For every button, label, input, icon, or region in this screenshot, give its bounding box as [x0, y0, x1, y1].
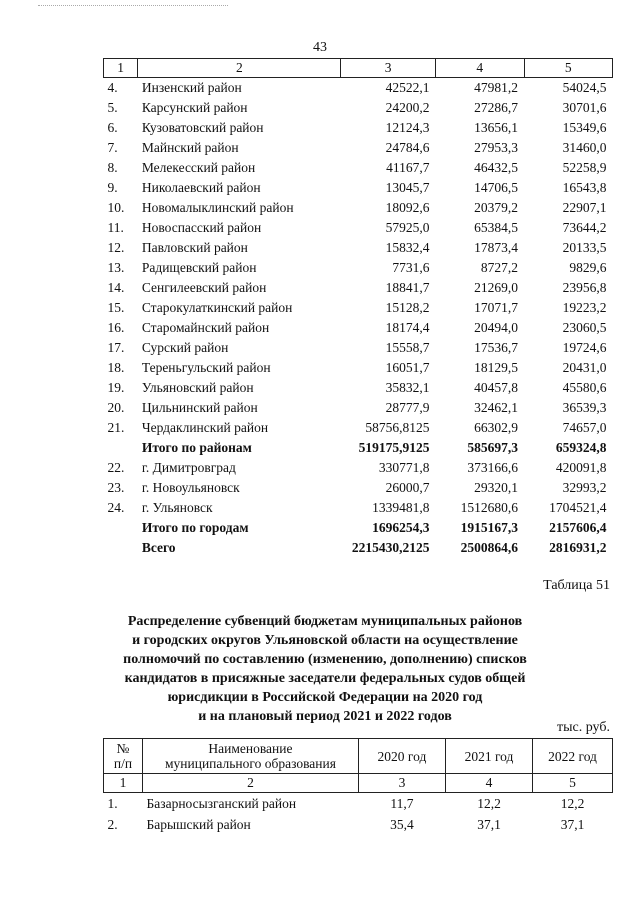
value-2020: 18174,4	[385, 320, 430, 335]
table-row	[104, 793, 613, 815]
value-2020: 519175,9125	[358, 440, 430, 455]
value-2020: 15558,7	[385, 340, 430, 355]
header-2020: 2020 год	[358, 739, 445, 774]
value-2022: 74657,0	[562, 420, 607, 435]
caption-line: и городских округов Ульяновской области на осуществление	[132, 633, 518, 648]
value-2021: 46432,5	[474, 160, 518, 175]
row-number: 16.	[107, 320, 125, 335]
row-name: г. Ульяновск	[141, 500, 213, 515]
row-name: Цильнинский район	[141, 400, 258, 415]
header-text: п/п	[113, 756, 133, 771]
row-name: Ульяновский район	[141, 380, 254, 395]
value-2020: 11,7	[390, 795, 414, 811]
row-name: Базарносызганский район	[146, 795, 297, 811]
value-2021: 32462,1	[474, 400, 518, 415]
value-2022: 73644,2	[562, 220, 607, 235]
value-2020: 15832,4	[385, 240, 430, 255]
value-2020: 18841,7	[385, 280, 430, 295]
row-number: 12.	[107, 240, 125, 255]
value-2020: 18092,6	[385, 200, 430, 215]
row-number: 18.	[107, 360, 125, 375]
value-2022: 16543,8	[562, 180, 607, 195]
value-2020: 24784,6	[385, 140, 430, 155]
row-name: Тереньгульский район	[141, 360, 271, 375]
value-2021: 20379,2	[474, 200, 518, 215]
value-2022: 23956,8	[562, 280, 607, 295]
row-name: Инзенский район	[141, 80, 242, 95]
column-index: 3	[358, 774, 445, 793]
table-row	[104, 98, 613, 118]
value-2022: 1704521,4	[549, 500, 607, 515]
value-2021: 12,2	[477, 795, 501, 811]
row-name: Сенгилеевский район	[141, 280, 267, 295]
header-2022: 2022 год	[533, 739, 613, 774]
scan-artifact	[38, 5, 228, 10]
row-name: Майнский район	[141, 140, 239, 155]
value-2022: 52258,9	[562, 160, 607, 175]
table-row	[104, 218, 613, 238]
value-2022: 36539,3	[562, 400, 607, 415]
table-row	[104, 518, 613, 538]
table-row	[104, 814, 613, 835]
column-index: 5	[533, 774, 613, 793]
table-row	[104, 538, 613, 558]
row-name: г. Димитровград	[141, 460, 236, 475]
row-number: 9.	[107, 180, 118, 195]
table-row	[104, 158, 613, 178]
value-2021: 29320,1	[474, 480, 518, 495]
row-number: 1.	[107, 795, 118, 811]
row-name: Старокулаткинский район	[141, 300, 293, 315]
row-number: 19.	[107, 380, 125, 395]
row-name: Кузоватовский район	[141, 120, 264, 135]
table-row	[104, 338, 613, 358]
row-number: 11.	[107, 220, 124, 235]
header-row	[104, 739, 613, 774]
row-name: Радищевский район	[141, 260, 257, 275]
row-name: Всего	[141, 540, 176, 555]
value-2022: 30701,6	[562, 100, 607, 115]
row-name: Сурский район	[141, 340, 229, 355]
value-2022: 31460,0	[562, 140, 607, 155]
caption-line: кандидатов в присяжные заседатели федеральных судов общей	[124, 671, 526, 686]
row-name: Итого по городам	[141, 520, 249, 535]
value-2020: 16051,7	[385, 360, 430, 375]
value-2021: 2500864,6	[460, 540, 518, 555]
table-row	[104, 478, 613, 498]
row-name: Карсунский район	[141, 100, 248, 115]
table-label: Таблица 51	[543, 578, 610, 593]
value-2021: 14706,5	[474, 180, 518, 195]
value-2020: 1339481,8	[372, 500, 430, 515]
value-2021: 40457,8	[474, 380, 518, 395]
subsidy-table-continued	[103, 58, 613, 558]
value-2020: 35832,1	[385, 380, 430, 395]
value-2021: 585697,3	[467, 440, 518, 455]
value-2022: 15349,6	[562, 120, 607, 135]
row-number: 17.	[107, 340, 125, 355]
table-row	[104, 318, 613, 338]
row-name: Новомалыклинский район	[141, 200, 294, 215]
caption-line: юрисдикции в Российской Федерации на 2020 год	[167, 690, 483, 705]
header-number	[104, 739, 143, 774]
value-2021: 66302,9	[474, 420, 518, 435]
caption-line: Распределение субвенций бюджетам муниципальных районов	[127, 614, 523, 629]
value-2022: 22907,1	[562, 200, 607, 215]
value-2020: 13045,7	[385, 180, 430, 195]
row-number: 23.	[107, 480, 125, 495]
value-2021: 21269,0	[474, 280, 518, 295]
value-2021: 8727,2	[480, 260, 518, 275]
table-row	[104, 78, 613, 99]
value-2022: 32993,2	[562, 480, 607, 495]
value-2020: 57925,0	[385, 220, 430, 235]
caption-line: и на плановый период 2021 и 2022 годов	[198, 709, 452, 724]
value-2020: 26000,7	[385, 480, 430, 495]
value-2021: 17071,7	[474, 300, 518, 315]
row-name: Барышский район	[146, 816, 251, 832]
column-index-row	[104, 774, 613, 793]
value-2020: 15128,2	[385, 300, 430, 315]
value-2021: 20494,0	[474, 320, 518, 335]
value-2021: 1512680,6	[460, 500, 518, 515]
value-2020: 35,4	[390, 816, 414, 832]
row-name: Николаевский район	[141, 180, 261, 195]
table-row	[104, 458, 613, 478]
value-2022: 2157606,4	[549, 520, 607, 535]
value-2020: 1696254,3	[372, 520, 430, 535]
table-row	[104, 198, 613, 218]
value-2021: 27953,3	[474, 140, 518, 155]
value-2021: 27286,7	[474, 100, 518, 115]
row-number: 10.	[107, 200, 125, 215]
row-number: 7.	[107, 140, 118, 155]
table-row	[104, 238, 613, 258]
row-number: 22.	[107, 460, 125, 475]
header-text: Наименование	[208, 741, 293, 756]
value-2020: 28777,9	[385, 400, 430, 415]
row-name: Новоспасский район	[141, 220, 262, 235]
value-2020: 42522,1	[385, 80, 430, 95]
value-2021: 13656,1	[474, 120, 518, 135]
value-2020: 12124,3	[385, 120, 430, 135]
value-2022: 2816931,2	[549, 540, 607, 555]
table-caption	[110, 612, 540, 726]
value-2022: 659324,8	[555, 440, 607, 455]
row-name: Чердаклинский район	[141, 420, 269, 435]
value-2020: 58756,8125	[365, 420, 430, 435]
header-text: муниципального образования	[164, 756, 336, 771]
row-name: Старомайнский район	[141, 320, 270, 335]
value-2020: 330771,8	[378, 460, 430, 475]
row-number: 15.	[107, 300, 125, 315]
value-2022: 12,2	[560, 795, 585, 811]
value-2021: 17536,7	[474, 340, 518, 355]
row-number: 8.	[107, 160, 118, 175]
row-name: Павловский район	[141, 240, 248, 255]
row-number: 4.	[107, 80, 118, 95]
units-label: тыс. руб.	[557, 720, 610, 735]
value-2022: 9829,6	[569, 260, 607, 275]
column-index: 3	[341, 59, 436, 78]
value-2021: 373166,6	[467, 460, 518, 475]
table-row	[104, 398, 613, 418]
row-number: 24.	[107, 500, 125, 515]
value-2022: 20431,0	[562, 360, 607, 375]
table-51	[103, 738, 613, 835]
header-name	[143, 739, 359, 774]
table-row	[104, 438, 613, 458]
table-body	[104, 793, 613, 836]
header-text: №	[116, 741, 130, 756]
value-2020: 41167,7	[386, 160, 430, 175]
row-number: 20.	[107, 400, 125, 415]
value-2022: 420091,8	[555, 460, 607, 475]
table-row	[104, 258, 613, 278]
table-row	[104, 118, 613, 138]
table-body	[104, 78, 613, 559]
value-2021: 18129,5	[474, 360, 518, 375]
column-index: 4	[436, 59, 524, 78]
column-index: 5	[524, 59, 613, 78]
value-2022: 37,1	[560, 816, 585, 832]
row-number: 6.	[107, 120, 118, 135]
header-2021: 2021 год	[445, 739, 532, 774]
row-number: 13.	[107, 260, 125, 275]
row-number: 5.	[107, 100, 118, 115]
value-2021: 47981,2	[474, 80, 518, 95]
value-2021: 65384,5	[474, 220, 518, 235]
column-index: 2	[138, 59, 341, 78]
table-row	[104, 498, 613, 518]
table-row	[104, 418, 613, 438]
value-2022: 54024,5	[562, 80, 607, 95]
row-number: 14.	[107, 280, 125, 295]
row-number: 2.	[107, 816, 118, 832]
table-row	[104, 138, 613, 158]
table-row	[104, 178, 613, 198]
caption-line: полномочий по составлению (изменению, дополнению) списков	[123, 652, 527, 667]
row-number: 21.	[107, 420, 125, 435]
column-index: 1	[104, 774, 143, 793]
row-name: Мелекесский район	[141, 160, 256, 175]
value-2022: 23060,5	[562, 320, 607, 335]
value-2022: 45580,6	[562, 380, 607, 395]
value-2020: 2215430,2125	[351, 540, 430, 555]
value-2021: 1915167,3	[460, 520, 518, 535]
row-number	[104, 438, 138, 458]
value-2022: 19223,2	[562, 300, 607, 315]
table-row	[104, 378, 613, 398]
value-2020: 7731,6	[392, 260, 430, 275]
value-2021: 37,1	[477, 816, 501, 832]
page-number: 43	[313, 40, 327, 55]
column-index: 1	[104, 59, 138, 78]
value-2020: 24200,2	[385, 100, 430, 115]
row-name: Итого по районам	[141, 440, 252, 455]
row-name: г. Новоульяновск	[141, 480, 240, 495]
table-row	[104, 298, 613, 318]
column-index-row	[104, 59, 613, 78]
table-row	[104, 358, 613, 378]
value-2022: 20133,5	[562, 240, 607, 255]
row-number	[104, 518, 138, 538]
table-row	[104, 278, 613, 298]
value-2021: 17873,4	[474, 240, 518, 255]
column-index: 4	[445, 774, 532, 793]
value-2022: 19724,6	[562, 340, 607, 355]
column-index: 2	[143, 774, 359, 793]
row-number	[104, 538, 138, 558]
